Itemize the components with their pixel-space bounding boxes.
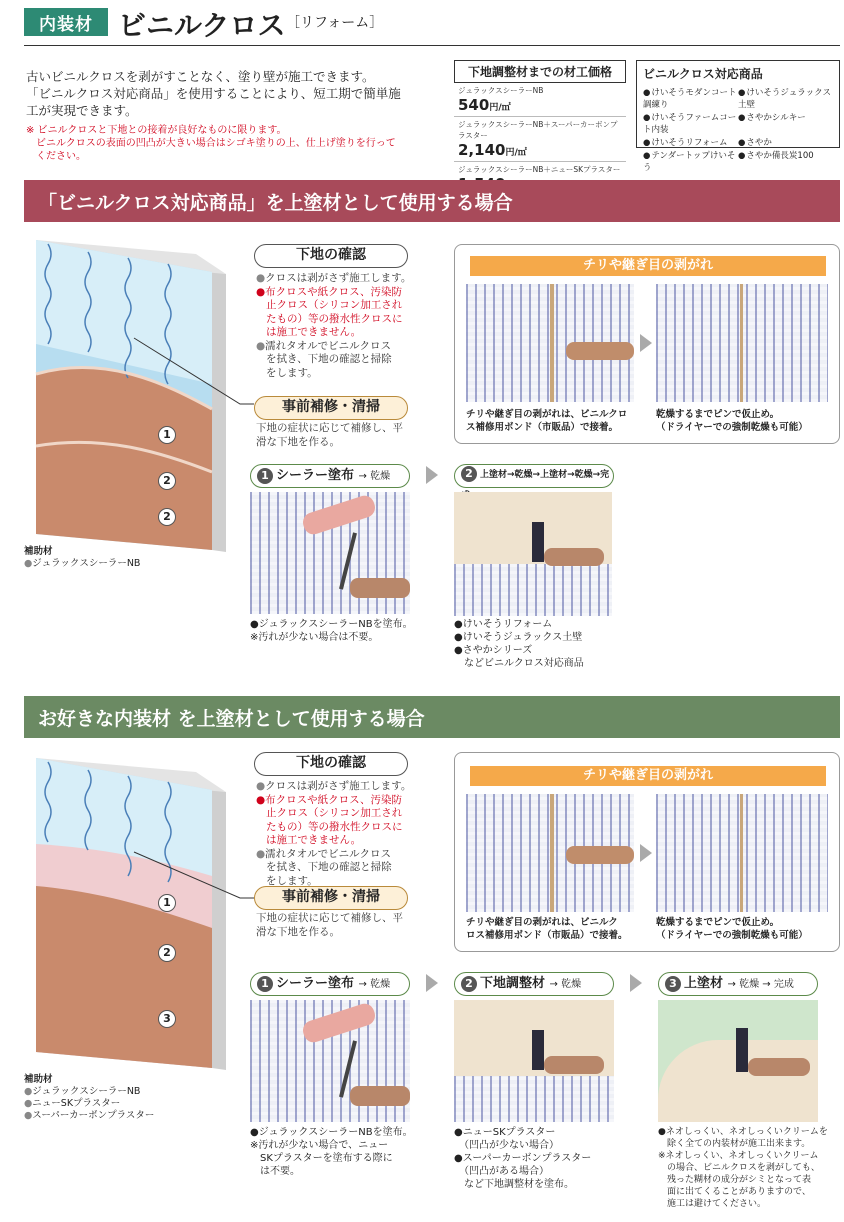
layer-mark: 2 <box>158 472 176 490</box>
caption-line: ス補修用ボンド（市販品）で接着。 <box>466 422 619 433</box>
check-red-line: は施工できません。 <box>266 834 362 846</box>
step2-photo <box>454 492 612 616</box>
caption-line: ●けいそうジュラックス土壁 <box>454 632 583 643</box>
caption-line: チリや継ぎ目の剥がれは、ビニルク <box>466 917 618 928</box>
check-red-line: たもの）等の撥水性クロスに <box>266 820 403 833</box>
step-number: 3 <box>665 976 681 992</box>
product-item: ● さやかシルキー <box>738 111 833 135</box>
price-item-value: 2,140 <box>458 141 506 159</box>
product-item: ● さやか <box>738 136 833 148</box>
check-red-line: 布クロスや紙クロス、汚染防 <box>265 793 402 806</box>
aux-item: スーパーカーボンプラスター <box>32 1110 155 1121</box>
caption-line: 乾燥するまでピンで仮止め。 <box>656 409 780 420</box>
step3-photo <box>658 1000 818 1122</box>
aux-item: ニューSKプラスター <box>32 1098 121 1109</box>
caption-line: （ドライヤーでの強制乾燥も可能） <box>656 930 808 941</box>
repair-line: 滑な下地を作る。 <box>256 925 340 938</box>
caption-line: SKプラスターを塗布する際に <box>250 1153 393 1164</box>
check-line: をします。 <box>266 366 318 379</box>
repair-text-2 <box>256 912 416 939</box>
price-item-value: 540 <box>458 96 490 114</box>
caption-line: ●ジュラックスシーラーNBを塗布。 <box>250 1127 413 1138</box>
check-red-line: たもの）等の撥水性クロスに <box>266 312 403 325</box>
wall-illustration-2 <box>26 752 226 1072</box>
layer-mark: 1 <box>158 894 176 912</box>
chiri-title-1: チリや継ぎ目の剥がれ <box>470 256 826 276</box>
step3-caption <box>658 1126 842 1210</box>
chiri-photo-before <box>466 794 634 912</box>
page-subtitle: ［リフォーム］ <box>286 15 384 31</box>
product-item: ● テンダートップけいそう <box>643 149 738 173</box>
aux-item: ジュラックスシーラーNB <box>32 558 141 569</box>
step-number: 2 <box>461 976 477 992</box>
step-label: 下地調整材 <box>480 976 546 991</box>
caption-line: ※汚れが少ない場合は不要。 <box>250 632 379 643</box>
caption-line: 施工は避けてください。 <box>658 1199 767 1209</box>
intro-text <box>26 68 426 119</box>
aux-title: 補助材 <box>24 1074 53 1085</box>
caption-line: などビニルクロス対応商品 <box>454 658 584 669</box>
check-title-1: 下地の確認 <box>254 244 408 268</box>
check-line: を拭き、下地の確認と掃除 <box>266 861 392 873</box>
arrow-right-icon <box>640 334 652 352</box>
products-title: ビニルクロス対応商品 <box>643 67 763 81</box>
chiri-caption-1 <box>466 916 646 942</box>
step1-caption <box>250 618 430 644</box>
caption-line: ●スーパーカーボンプラスター <box>454 1153 592 1164</box>
step-arrow: → 乾燥 <box>549 979 582 990</box>
caption-line: 除く全ての内装材が施工出来ます。 <box>658 1139 811 1149</box>
check-line: を拭き、下地の確認と掃除 <box>266 353 392 365</box>
category-tag: 内装材 <box>24 8 108 36</box>
chiri-title-2: チリや継ぎ目の剥がれ <box>470 766 826 786</box>
product-item: ● けいそうリフォーム <box>643 136 738 148</box>
aux-item: ジュラックスシーラーNB <box>32 1086 141 1097</box>
layer-mark: 3 <box>158 1010 176 1028</box>
product-item: ● さやか備長炭100 <box>738 149 833 173</box>
layer-mark: 2 <box>158 508 176 526</box>
price-box <box>454 60 626 195</box>
price-item-unit: 円/㎡ <box>505 148 527 158</box>
leader-line-1 <box>130 334 260 414</box>
step3-title <box>658 972 818 996</box>
repair-title-2: 事前補修・清掃 <box>254 886 408 910</box>
section2-bar: お好きな内装材 を上塗材として使用する場合 <box>24 696 840 738</box>
check-red-line: 布クロスや紙クロス、汚染防 <box>265 285 402 298</box>
repair-line: 滑な下地を作る。 <box>256 435 340 448</box>
note-line: ください。 <box>26 151 86 162</box>
intro-line: 古いビニルクロスを剥がすことなく、塗り壁が施工できます。 <box>26 69 375 84</box>
price-item-name: ジュラックスシーラーNB＋スーパーカーボンプラスター <box>458 120 618 140</box>
step2-title <box>454 464 614 488</box>
price-item <box>454 83 626 117</box>
product-item: ● けいそうファームコート内装 <box>643 111 738 135</box>
caption-line: ロス補修用ボンド（市販品）で接着。 <box>466 930 628 941</box>
check-text-2 <box>256 780 416 888</box>
intro-line: 「ビニルクロス対応商品」を使用することにより、短工期で簡単施 <box>26 86 401 101</box>
price-title: 下地調整材までの材工価格 <box>454 60 626 83</box>
header-divider <box>24 45 840 46</box>
chiri-caption-1 <box>466 408 646 434</box>
aux-title: 補助材 <box>24 546 53 557</box>
note-line: ※ ビニルクロスと下地との接着が良好なものに限ります。 <box>26 125 287 136</box>
intro-notes <box>26 124 426 163</box>
step-label: 上塗材 <box>684 976 724 991</box>
step2-photo <box>454 1000 614 1122</box>
arrow-right-icon <box>630 974 642 992</box>
check-line: 濡れタオルでビニルクロス <box>265 339 391 352</box>
step1-title <box>250 464 410 488</box>
step-number: 2 <box>461 466 477 482</box>
repair-line: 下地の症状に応じて補修し、平 <box>256 422 403 434</box>
layer-mark: 2 <box>158 944 176 962</box>
caption-line: ●けいそうリフォーム <box>454 619 553 630</box>
caption-line: など下地調整材を塗布。 <box>454 1179 574 1190</box>
step-arrow: → 乾燥 → 完成 <box>727 979 794 990</box>
chiri-caption-2 <box>656 408 836 434</box>
section1-bar: 「ビニルクロス対応商品」を上塗材として使用する場合 <box>24 180 840 222</box>
caption-line: チリや継ぎ目の剥がれは、ビニルクロ <box>466 409 628 420</box>
aux-materials-2 <box>24 1074 154 1122</box>
caption-line: の場合、ビニルクロスを剥がしても、 <box>658 1163 820 1173</box>
price-item-unit: 円/㎡ <box>489 103 511 113</box>
price-item-name: ジュラックスシーラーNB <box>458 86 544 95</box>
products-box <box>636 60 840 173</box>
caption-line: ●ニューSKプラスター <box>454 1127 556 1138</box>
repair-line: 下地の症状に応じて補修し、平 <box>256 912 403 924</box>
step1-photo <box>250 492 410 614</box>
caption-line: ●ネオしっくい、ネオしっくいクリームを <box>658 1127 828 1137</box>
step-arrow: → 乾燥 <box>358 471 391 482</box>
chiri-photo-before <box>466 284 634 402</box>
note-line: ビニルクロスの表面の凹凸が大きい場合はシゴキ塗りの上、仕上げ塗りを行って <box>26 138 396 149</box>
caption-line: ●さやかシリーズ <box>454 645 533 656</box>
caption-line: ●ジュラックスシーラーNBを塗布。 <box>250 619 413 630</box>
caption-line: 残った糊材の成分がシミとなって表 <box>658 1175 812 1185</box>
check-red-line: 止クロス（シリコン加工され <box>266 807 403 819</box>
product-item: ● けいそうジュラックス土壁 <box>738 86 833 110</box>
step2-caption <box>454 618 654 670</box>
step-number: 1 <box>257 976 273 992</box>
arrow-right-icon <box>426 466 438 484</box>
check-line: 濡れタオルでビニルクロス <box>265 847 391 860</box>
step2-title <box>454 972 614 996</box>
step1-title <box>250 972 410 996</box>
step2-caption <box>454 1126 634 1191</box>
intro-line: 工が実現できます。 <box>26 103 138 118</box>
step-label: 上塗材→乾燥→上塗材→乾燥→完 <box>480 470 610 480</box>
step-label: シーラー塗布 <box>276 468 355 483</box>
chiri-caption-2 <box>656 916 836 942</box>
leader-line-2 <box>130 848 260 908</box>
caption-line: （ドライヤーでの強制乾燥も可能） <box>656 422 808 433</box>
step1-photo <box>250 1000 410 1122</box>
check-red-line: 止クロス（シリコン加工され <box>266 299 403 311</box>
products-list <box>643 86 833 173</box>
caption-line: 乾燥するまでピンで仮止め。 <box>656 917 780 928</box>
check-red-line: は施工できません。 <box>266 326 362 338</box>
chiri-photo-after <box>656 284 828 402</box>
arrow-right-icon <box>640 844 652 862</box>
caption-line: （凹凸がある場合） <box>454 1166 549 1177</box>
caption-line: ※汚れが少ない場合で、ニュー <box>250 1140 389 1151</box>
caption-line: は不要。 <box>250 1166 300 1177</box>
page-title: ビニルクロス <box>118 9 286 42</box>
step-number: 1 <box>257 468 273 484</box>
caption-line: ※ネオしっくい、ネオしっくいクリーム <box>658 1151 819 1161</box>
check-line: をします。 <box>266 874 318 887</box>
aux-materials-1 <box>24 546 140 570</box>
check-text-1 <box>256 272 416 380</box>
layer-mark: 1 <box>158 426 176 444</box>
caption-line: 面に出てくることがありますので、 <box>658 1187 811 1197</box>
price-item-name: ジュラックスシーラーNB＋ニューSKプラスター <box>458 165 621 174</box>
step-arrow: → 乾燥 <box>358 979 391 990</box>
price-item <box>454 117 626 162</box>
repair-title-1: 事前補修・清掃 <box>254 396 408 420</box>
caption-line: （凹凸が少ない場合） <box>454 1140 559 1151</box>
product-item: ● けいそうモダンコート調練り <box>643 86 738 110</box>
repair-text-1 <box>256 422 416 449</box>
check-line: クロスは剥がさず施工します。 <box>265 272 412 284</box>
step-label: シーラー塗布 <box>276 976 355 991</box>
check-line: クロスは剥がさず施工します。 <box>265 780 412 792</box>
check-title-2: 下地の確認 <box>254 752 408 776</box>
arrow-right-icon <box>426 974 438 992</box>
chiri-photo-after <box>656 794 828 912</box>
step1-caption <box>250 1126 430 1178</box>
